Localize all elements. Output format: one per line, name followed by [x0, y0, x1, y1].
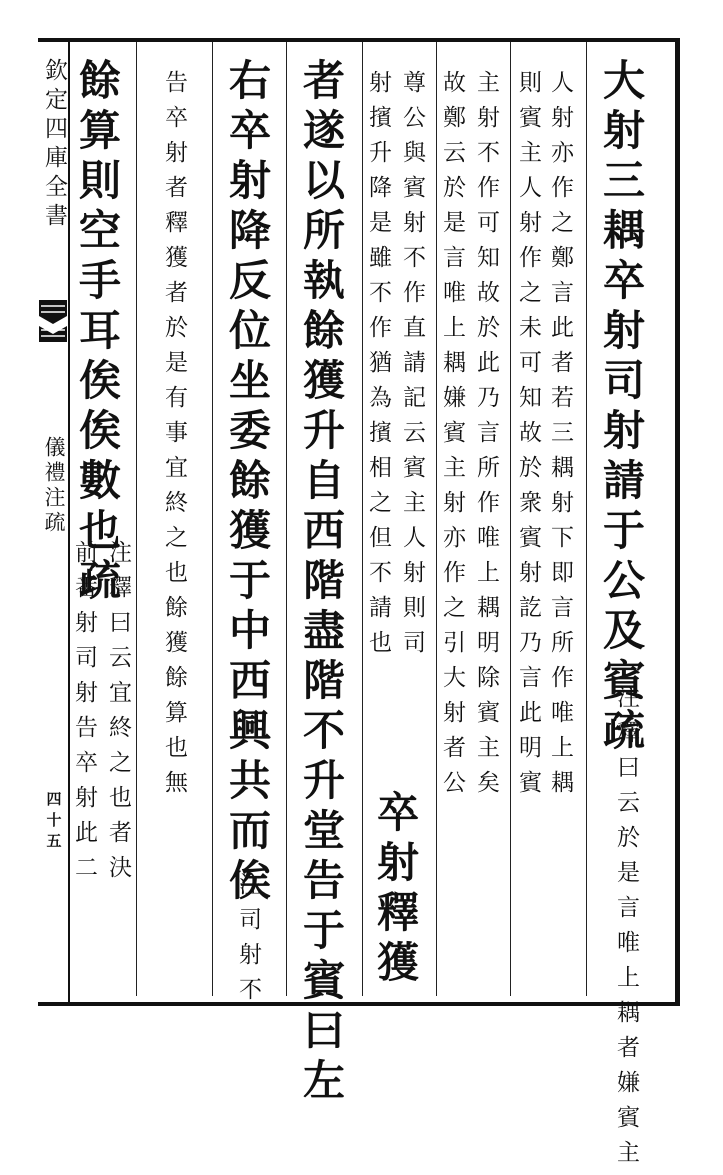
page-number: 四十五	[46, 790, 62, 850]
column-rule	[136, 42, 137, 996]
main-text: 右卒射降反位坐委餘獲于中西興共而俟	[223, 58, 272, 908]
commentary-text: 尊公與賓射不作直請記云賓主人射則司	[399, 70, 425, 665]
main-text: 餘算則空手耳俟俟數也疏	[73, 58, 122, 608]
commentary-text: 注釋曰云於是言唯上耦者嫌賓主	[613, 685, 639, 1175]
column-rule	[436, 42, 437, 996]
column-rule	[212, 42, 213, 996]
commentary-text: 主射不作可知故於此乃言所作唯上耦明除賓主矣	[473, 70, 499, 805]
fish-tail-mark-icon	[39, 300, 67, 342]
column-rule	[510, 42, 511, 996]
page-frame	[38, 38, 680, 1006]
commentary-text: 注釋曰云宜終之也者決	[105, 540, 131, 890]
commentary-text: 注司射不	[235, 872, 261, 1012]
main-text: 者遂以所執餘獲升自西階盡階不升堂告于賓曰左	[297, 58, 346, 1108]
main-text: 大射三耦卒射司射請于公及賓疏	[597, 58, 646, 758]
commentary-text: 前番射司射告卒射此二	[71, 540, 97, 890]
commentary-text: 人射亦作之鄭言此者若三耦射下即言所作唯上耦	[547, 70, 573, 805]
collection-title: 欽定四庫全書	[41, 58, 67, 232]
commentary-text: 則賓主人射作之未可知故於衆賓射訖乃言此明賓	[515, 70, 541, 805]
commentary-text: 射擯升降是雖不作猶為擯相之但不請也	[365, 70, 391, 665]
commentary-text: 告卒射者釋獲者於是有事宜終之也餘獲餘算也無	[161, 70, 187, 805]
column-rule	[362, 42, 363, 996]
main-text: 卒射釋獲	[371, 790, 420, 990]
commentary-text: 故鄭云於是言唯上耦嫌賓主射亦作之引大射者公	[439, 70, 465, 805]
book-title: 儀禮注疏	[42, 436, 66, 536]
column-rule	[286, 42, 287, 996]
column-rule	[586, 42, 587, 996]
